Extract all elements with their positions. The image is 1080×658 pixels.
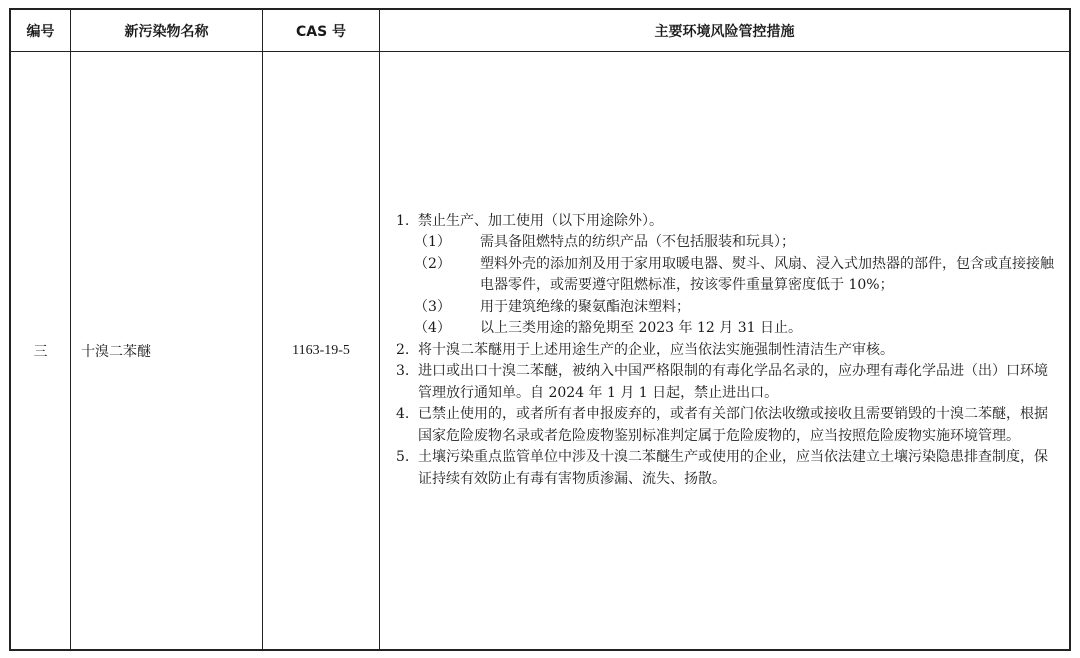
pollutant-table-frame — [9, 8, 1071, 651]
measure-item-1-text: 禁止生产、加工使用（以下用途除外）。 — [418, 212, 663, 229]
measure-item-1 — [396, 211, 1055, 233]
header-number: 编号 — [11, 10, 71, 52]
measure-item-4-text: 已禁止使用的，或者所有者申报废弃的，或者有关部门依法收缴或接收且需要销毁的十溴二苯醚，根据国家危险废物名录或者危险废物鉴别标准判定属于危险废物的，应当按照危险废物实施环境管理。 — [418, 406, 1048, 444]
pollutant-table — [10, 9, 1070, 650]
measure-item-5 — [396, 447, 1055, 490]
measure-item-5-text: 土壤污染重点监管单位中涉及十溴二苯醚生产或使用的企业，应当依法建立土壤污染隐患排查制度，保证持续有效防止有毒有害物质渗漏、流失、扬散。 — [418, 449, 1048, 487]
measure-item-3-number: 3. — [396, 363, 410, 380]
measure-subitem-3 — [396, 297, 1055, 319]
cell-cas: 1163-19-5 — [263, 52, 380, 650]
measure-subitem-2-number: （2） — [414, 255, 451, 272]
table-header-row — [11, 10, 1070, 52]
measure-item-3-text: 进口或出口十溴二苯醚，被纳入中国严格限制的有毒化学品名录的，应办理有毒化学品进（出）口环境管理放行通知单。自 2024 年 1 月 1 日起，禁止进出口。 — [418, 363, 1048, 401]
measure-item-2-number: 2. — [396, 341, 410, 358]
measure-item-2-text: 将十溴二苯醚用于上述用途生产的企业，应当依法实施强制性清洁生产审核。 — [418, 341, 894, 358]
measure-subitem-1-number: （1） — [414, 234, 451, 251]
cell-name: 十溴二苯醚 — [71, 52, 263, 650]
measure-subitem-2-text: 塑料外壳的添加剂及用于家用取暖电器、熨斗、风扇、浸入式加热器的部件，包含或直接接触电器零件，或需要遵守阻燃标准，按该零件重量算密度低于 10%； — [480, 255, 1054, 294]
header-measures: 主要环境风险管控措施 — [380, 10, 1070, 52]
measure-subitem-2 — [396, 254, 1055, 297]
measure-item-1-number: 1. — [396, 212, 410, 229]
measure-subitem-4-text: 以上三类用途的豁免期至 2023 年 12 月 31 日止。 — [480, 320, 802, 337]
measure-subitem-1-text: 需具备阻燃特点的纺织产品（不包括服装和玩具）； — [480, 234, 795, 251]
measure-subitem-4 — [396, 318, 1055, 340]
measure-item-3 — [396, 361, 1055, 404]
header-cas: CAS 号 — [263, 10, 380, 52]
measure-subitem-4-number: （4） — [414, 320, 451, 337]
measure-item-5-number: 5. — [396, 449, 410, 466]
measure-subitem-1 — [396, 232, 1055, 254]
header-name: 新污染物名称 — [71, 10, 263, 52]
measure-subitem-3-text: 用于建筑绝缘的聚氨酯泡沫塑料； — [480, 298, 690, 315]
table-row — [11, 52, 1070, 650]
measure-item-4 — [396, 404, 1055, 447]
measure-item-4-number: 4. — [396, 406, 410, 423]
cell-measures — [380, 52, 1070, 650]
cell-number: 三 — [11, 52, 71, 650]
measure-subitem-3-number: （3） — [414, 298, 451, 315]
measure-item-2 — [396, 340, 1055, 362]
